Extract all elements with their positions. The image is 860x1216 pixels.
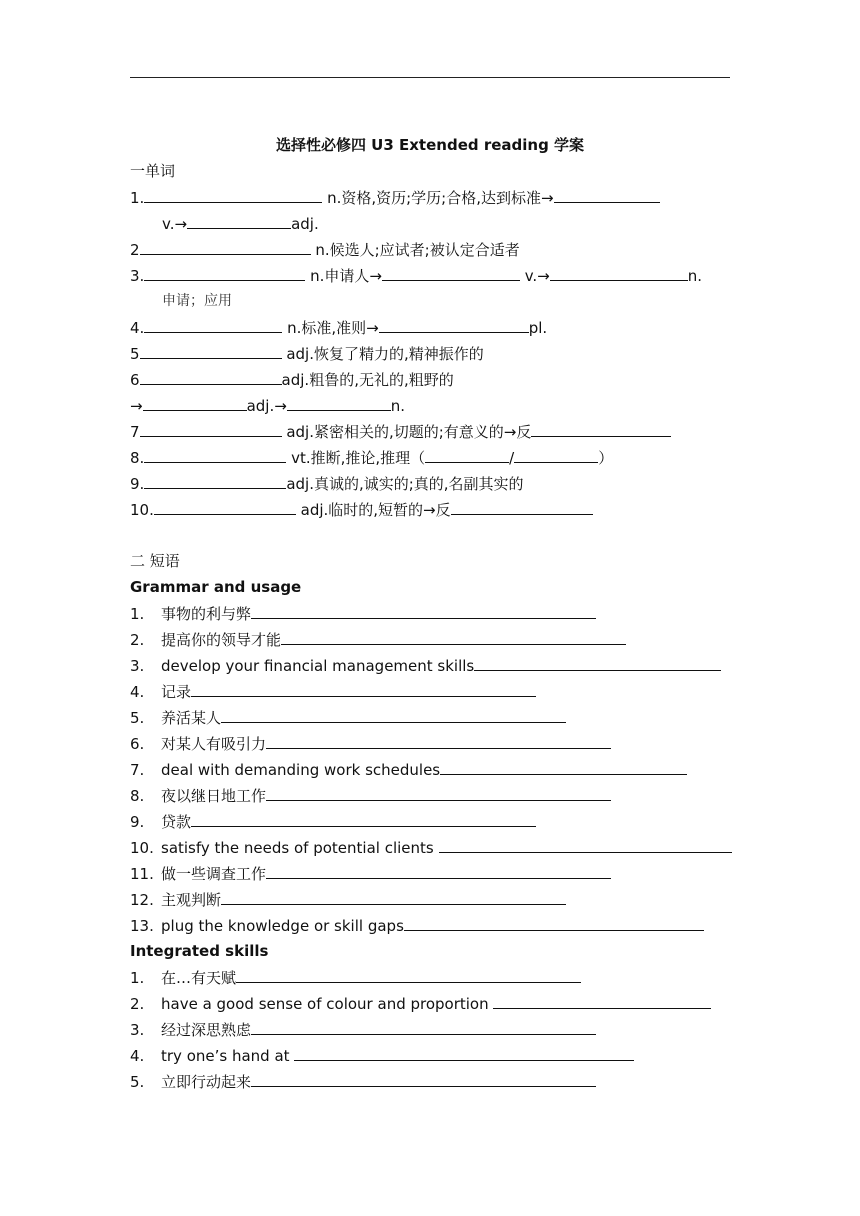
answer-blank[interactable] xyxy=(191,811,536,827)
answer-blank[interactable] xyxy=(440,759,687,775)
vocab-line-6b: → adj.→ n. xyxy=(130,397,406,415)
list-item: 2. have a good sense of colour and proportion xyxy=(130,993,711,1014)
vocab-line-6: 6 adj.粗鲁的,无礼的,粗野的 xyxy=(130,371,454,389)
list-item: 5. 立即行动起来 xyxy=(130,1071,596,1092)
vocab-line-9: 9. adj.真诚的,诚实的;真的,名副其实的 xyxy=(130,475,524,493)
list-item: 3. 经过深思熟虑 xyxy=(130,1019,596,1040)
list-item: 11. 做一些调查工作 xyxy=(130,863,611,884)
answer-blank[interactable] xyxy=(144,265,305,281)
vocab-line-8: 8. vt.推断,推论,推理（ / ） xyxy=(130,449,614,467)
vocab-line-1b: v.→ adj. xyxy=(162,215,319,233)
answer-blank[interactable] xyxy=(221,889,566,905)
answer-blank[interactable] xyxy=(294,1045,634,1061)
answer-blank[interactable] xyxy=(187,213,291,229)
answer-blank[interactable] xyxy=(266,785,611,801)
list-item: 8. 夜以继日地工作 xyxy=(130,785,611,806)
list-item: 7. deal with demanding work schedules xyxy=(130,759,687,780)
list-item: 9. 贷款 xyxy=(130,811,536,832)
page-title: 选择性必修四 U3 Extended reading 学案 xyxy=(275,136,585,154)
vocab-heading: 一单词 xyxy=(130,162,176,180)
answer-blank[interactable] xyxy=(554,187,660,203)
answer-blank[interactable] xyxy=(251,1019,596,1035)
answer-blank[interactable] xyxy=(493,993,711,1009)
header-rule xyxy=(130,77,730,78)
vocab-line-10: 10. adj.临时的,短暂的→反 xyxy=(130,499,593,520)
answer-blank[interactable] xyxy=(266,733,611,749)
answer-blank[interactable] xyxy=(140,343,282,359)
answer-blank[interactable] xyxy=(531,421,671,437)
answer-blank[interactable] xyxy=(144,187,322,203)
list-item: 1. 在…有天赋 xyxy=(130,967,581,988)
answer-blank[interactable] xyxy=(191,681,536,697)
answer-blank[interactable] xyxy=(140,421,282,437)
answer-blank[interactable] xyxy=(514,447,598,463)
answer-blank[interactable] xyxy=(236,967,581,983)
answer-blank[interactable] xyxy=(281,629,626,645)
vocab-line-7: 7 adj.紧密相关的,切题的;有意义的→反 xyxy=(130,421,671,442)
vocab-line-2: 2 n.候选人;应试者;被认定合适者 xyxy=(130,241,520,259)
answer-blank[interactable] xyxy=(154,499,296,515)
answer-blank[interactable] xyxy=(144,317,282,333)
answer-blank[interactable] xyxy=(144,447,286,463)
list-item: 4. try one’s hand at xyxy=(130,1045,634,1066)
list-item: 6. 对某人有吸引力 xyxy=(130,733,611,754)
list-item: 4. 记录 xyxy=(130,681,536,702)
answer-blank[interactable] xyxy=(451,499,593,515)
vocab-line-1: 1. n.资格,资历;学历;合格,达到标准→ xyxy=(130,187,660,208)
list-item: 2. 提高你的领导才能 xyxy=(130,629,626,650)
answer-blank[interactable] xyxy=(404,915,704,931)
vocab-line-4: 4. n.标准,准则→ pl. xyxy=(130,319,548,337)
list-item: 10. satisfy the needs of potential clients xyxy=(130,837,732,858)
grammar-heading: Grammar and usage xyxy=(130,578,302,596)
list-item: 12. 主观判断 xyxy=(130,889,566,910)
list-item: 1. 事物的利与弊 xyxy=(130,603,596,624)
answer-blank[interactable] xyxy=(287,395,391,411)
answer-blank[interactable] xyxy=(266,863,611,879)
answer-blank[interactable] xyxy=(474,655,721,671)
vocab-line-5: 5 adj.恢复了精力的,精神振作的 xyxy=(130,345,484,363)
integrated-heading: Integrated skills xyxy=(130,942,269,960)
answer-blank[interactable] xyxy=(382,265,520,281)
vocab-line-3: 3. n.申请人→ v.→ n. xyxy=(130,267,703,285)
phrases-heading: 二 短语 xyxy=(130,552,180,570)
list-item: 3. develop your financial management skills xyxy=(130,655,721,676)
answer-blank[interactable] xyxy=(379,317,529,333)
answer-blank[interactable] xyxy=(439,837,732,853)
answer-blank[interactable] xyxy=(251,1071,596,1087)
answer-blank[interactable] xyxy=(251,603,596,619)
answer-blank[interactable] xyxy=(144,473,286,489)
list-item: 13. plug the knowledge or skill gaps xyxy=(130,915,704,936)
vocab-line-3b: 申请；应用 xyxy=(162,293,232,309)
answer-blank[interactable] xyxy=(140,369,282,385)
answer-blank[interactable] xyxy=(425,447,509,463)
list-item: 5. 养活某人 xyxy=(130,707,566,728)
answer-blank[interactable] xyxy=(221,707,566,723)
answer-blank[interactable] xyxy=(140,239,311,255)
answer-blank[interactable] xyxy=(550,265,688,281)
answer-blank[interactable] xyxy=(143,395,247,411)
